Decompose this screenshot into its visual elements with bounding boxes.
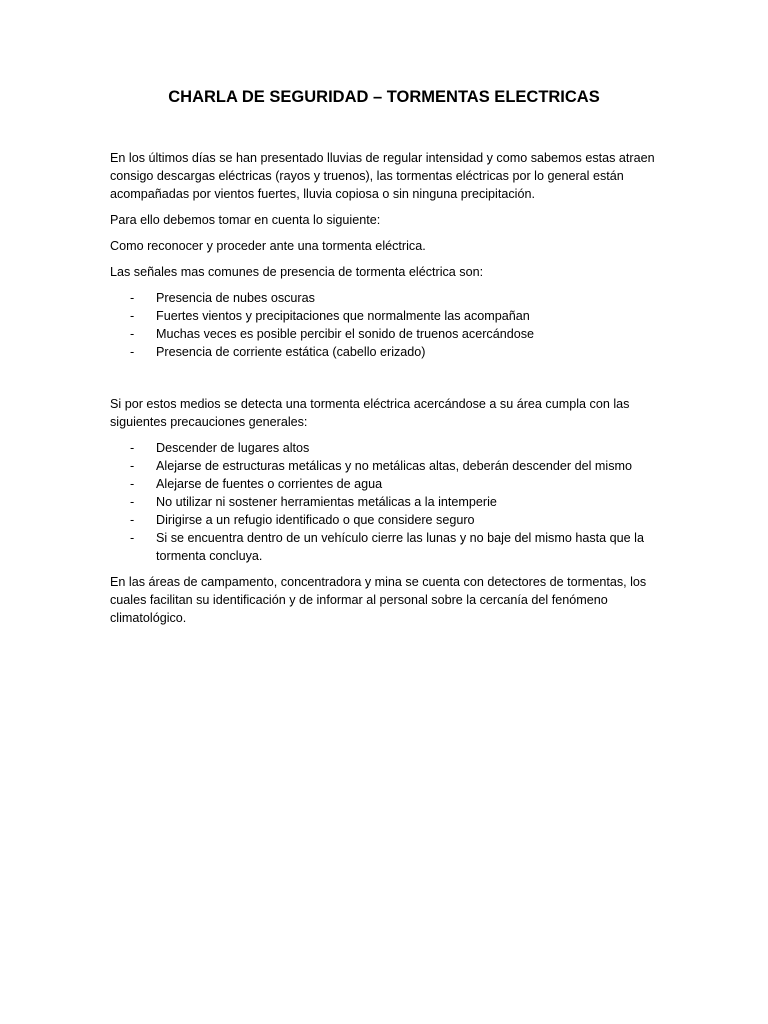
closing-paragraph: En las áreas de campamento, concentradora y mina se cuenta con detectores de tormentas, los cuales facilitan su identificación y de informar al personal sobre la cercanía del fenómeno climatológico. — [110, 575, 647, 625]
list-item-text: Descender de lugares altos — [156, 441, 310, 455]
list-bullet: - — [130, 309, 135, 323]
signs-list — [110, 289, 670, 361]
document-title: CHARLA DE SEGURIDAD – TORMENTAS ELECTRICAS — [168, 88, 600, 106]
list-item-text: Alejarse de estructuras metálicas y no metálicas altas, deberán descender del mismo — [156, 459, 632, 473]
intro-paragraph: En los últimos días se han presentado lluvias de regular intensidad y como sabemos estas atraen consigo descargas eléctricas (rayos y truenos), las tormentas eléctricas por lo general están acompañadas por vientos fuertes, lluvia copiosa o sin ninguna precipitación. — [110, 151, 655, 201]
document-body — [110, 149, 670, 635]
list-bullet: - — [130, 459, 135, 473]
section-spacer — [110, 369, 670, 395]
list-item-text: Alejarse de fuentes o corrientes de agua — [156, 477, 383, 491]
list-item — [110, 457, 670, 475]
recognition-paragraph: Como reconocer y proceder ante una tormenta eléctrica. — [110, 239, 426, 253]
list-item — [110, 325, 670, 343]
instruction-paragraph: Para ello debemos tomar en cuenta lo siguiente: — [110, 213, 381, 227]
list-bullet: - — [130, 495, 135, 509]
list-item-text: Presencia de nubes oscuras — [156, 291, 315, 305]
precautions-list — [110, 439, 670, 565]
list-item — [110, 475, 670, 493]
list-bullet: - — [130, 291, 135, 305]
list-item-text: Fuertes vientos y precipitaciones que normalmente las acompañan — [156, 309, 530, 323]
list-bullet: - — [130, 327, 135, 341]
list-bullet: - — [130, 441, 135, 455]
list-bullet: - — [130, 345, 135, 359]
list-item — [110, 343, 670, 361]
list-item — [110, 289, 670, 307]
list-item-text: Dirigirse a un refugio identificado o que considere seguro — [156, 513, 475, 527]
list-item-text: Si se encuentra dentro de un vehículo cierre las lunas y no baje del mismo hasta que la tormenta concluya. — [156, 531, 644, 563]
list-bullet: - — [130, 477, 135, 491]
list-item — [110, 529, 670, 565]
list-item-text: Muchas veces es posible percibir el sonido de truenos acercándose — [156, 327, 535, 341]
list-bullet: - — [130, 513, 135, 527]
list-item — [110, 439, 670, 457]
list-item — [110, 307, 670, 325]
signs-intro-paragraph: Las señales mas comunes de presencia de tormenta eléctrica son: — [110, 265, 484, 279]
list-item — [110, 511, 670, 529]
list-bullet: - — [130, 531, 135, 545]
list-item — [110, 493, 670, 511]
precautions-intro-paragraph: Si por estos medios se detecta una tormenta eléctrica acercándose a su área cumpla con las siguientes precauciones generales: — [110, 397, 630, 429]
list-item-text: No utilizar ni sostener herramientas metálicas a la intemperie — [156, 495, 497, 509]
list-item-text: Presencia de corriente estática (cabello erizado) — [156, 345, 426, 359]
